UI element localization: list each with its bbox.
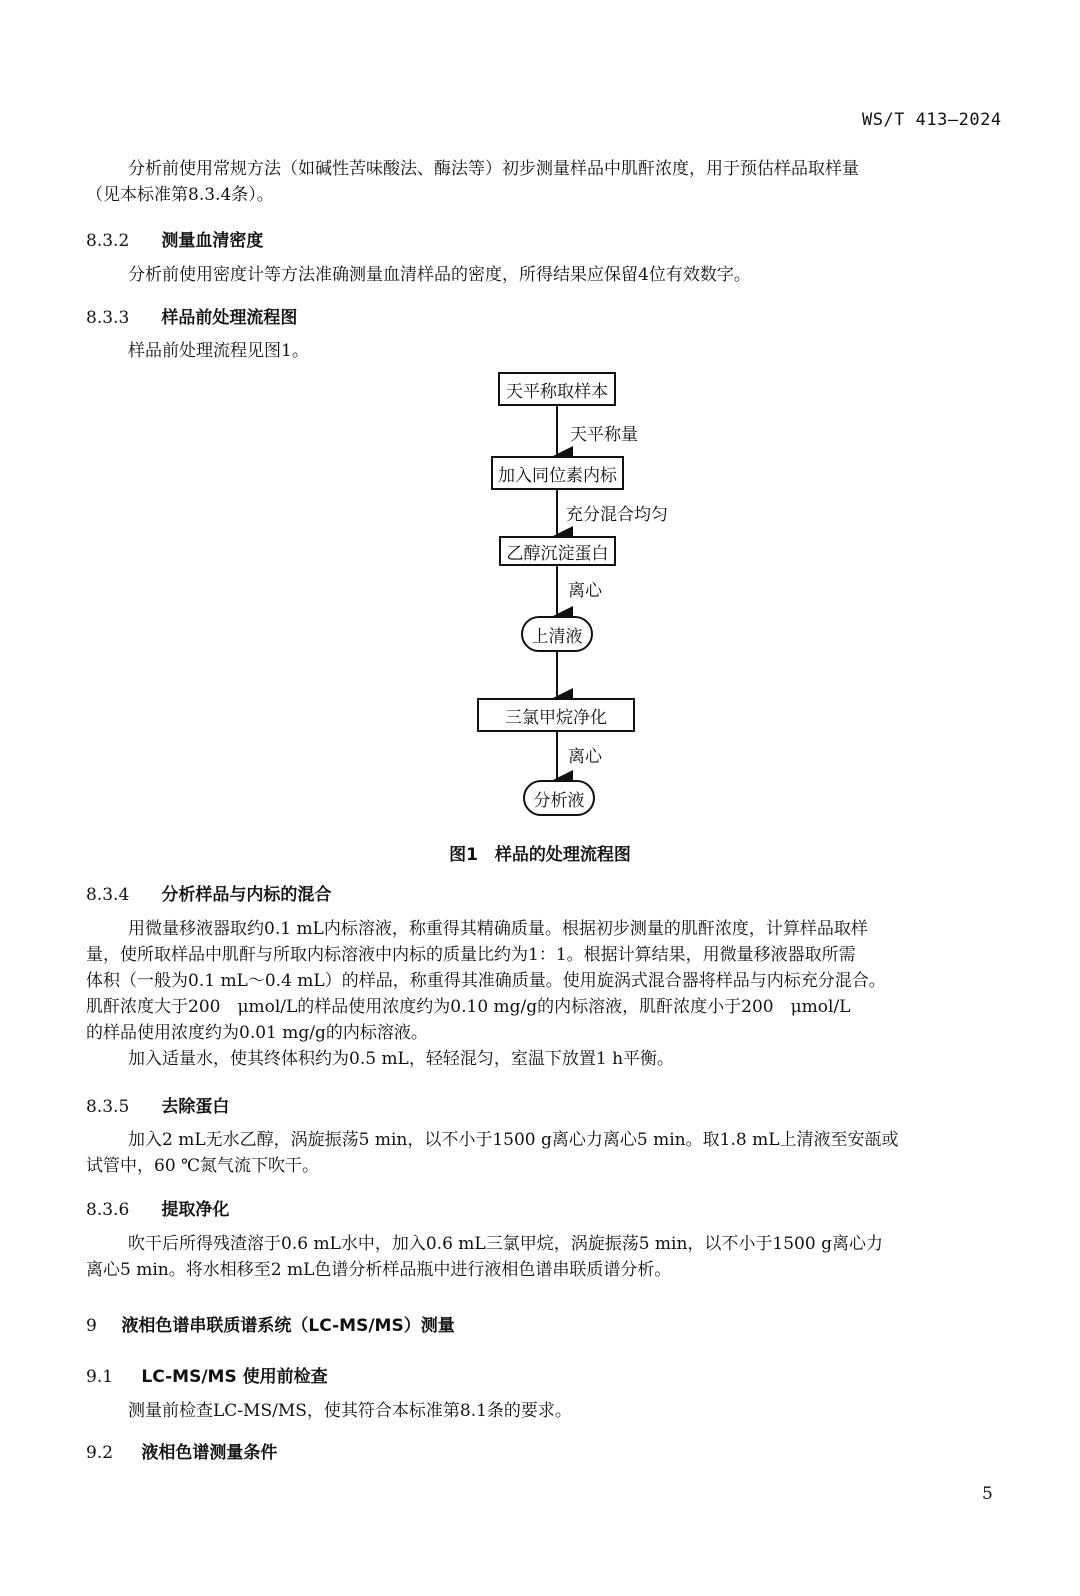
paragraph-line: 离心5 min。将水相移至2 mL色谱分析样品瓶中进行液相色谱串联质谱分析。: [86, 1260, 672, 1280]
paragraph-line: 肌酐浓度大于200 μmol/L的样品使用浓度约为0.10 mg/g的内标溶液，肌酐浓度小于200 μmol/L: [86, 997, 851, 1017]
intro-line: 分析前使用常规方法（如碱性苦味酸法、酶法等）初步测量样品中肌酐浓度，用于预估样品取样量: [128, 159, 859, 179]
section-9-1-heading: [86, 1362, 328, 1387]
section-number: 8.3.6: [86, 1200, 130, 1220]
paragraph-line: 吹干后所得残渣溶于0.6 mL水中，加入0.6 mL三氯甲烷，涡旋振荡5 min，以不小于1500 g离心力: [128, 1234, 883, 1254]
section-9-heading: [86, 1311, 455, 1336]
page-number: 5: [982, 1484, 993, 1504]
section-number: 9.2: [86, 1443, 114, 1463]
flow-step-add-internal-standard: 加入同位素内标: [491, 456, 624, 490]
section-title: 样品前处理流程图: [161, 308, 298, 328]
figure-caption: 图1 样品的处理流程图: [449, 845, 631, 865]
flow-arrow-label: 天平称量: [570, 425, 638, 445]
section-title: 测量血清密度: [161, 231, 264, 251]
paragraph-line: 加入适量水，使其终体积约为0.5 mL，轻轻混匀，室温下放置1 h平衡。: [128, 1049, 675, 1069]
section-title: 提取净化: [161, 1200, 230, 1220]
section-8-3-3-heading: [86, 303, 297, 328]
section-8-3-6-paragraph: [86, 1231, 883, 1283]
paragraph-line: 分析前使用密度计等方法准确测量血清样品的密度，所得结果应保留4位有效数字。: [128, 265, 751, 285]
section-number: 8.3.3: [86, 308, 130, 328]
section-8-3-5-heading: [86, 1092, 229, 1117]
section-title: 液相色谱串联质谱系统（LC-MS/MS）测量: [121, 1316, 455, 1336]
flow-step-chloroform-cleanup: 三氯甲烷净化: [477, 698, 635, 732]
section-title: 分析样品与内标的混合: [161, 885, 332, 905]
paragraph-line: 的样品使用浓度约为0.01 mg/g的内标溶液。: [86, 1023, 428, 1043]
flow-step-analysis-solution: 分析液: [523, 780, 595, 816]
section-number: 8.3.4: [86, 885, 130, 905]
process-flowchart: [440, 368, 700, 828]
section-9-1-paragraph: [128, 1398, 572, 1424]
section-8-3-2-heading: [86, 226, 263, 251]
paragraph-line: 量，使所取样品中肌酐与所取内标溶液中内标的质量比约为1：1。根据计算结果，用微量移液器取所需: [86, 945, 856, 965]
paragraph-line: 试管中，60 ℃氮气流下吹干。: [86, 1156, 320, 1176]
flow-arrow-label: 离心: [568, 581, 602, 601]
intro-paragraph: [86, 156, 859, 208]
flow-arrow-label: 离心: [568, 747, 602, 767]
section-title: LC-MS/MS 使用前检查: [141, 1367, 328, 1387]
section-8-3-5-paragraph: [86, 1127, 898, 1179]
flow-step-weigh-sample: 天平称取样本: [498, 372, 616, 406]
section-title: 液相色谱测量条件: [141, 1443, 278, 1463]
section-number: 8.3.2: [86, 231, 130, 251]
section-number: 8.3.5: [86, 1097, 130, 1117]
paragraph-line: 用微量移液器取约0.1 mL内标溶液，称重得其精确质量。根据初步测量的肌酐浓度，计算样品取样: [128, 919, 868, 939]
intro-line: （见本标准第8.3.4条）。: [86, 185, 274, 205]
paragraph-line: 体积（一般为0.1 mL～0.4 mL）的样品，称重得其准确质量。使用旋涡式混合器将样品与内标充分混合。: [86, 971, 886, 991]
flow-step-supernatant: 上清液: [521, 616, 593, 652]
paragraph-line: 加入2 mL无水乙醇，涡旋振荡5 min，以不小于1500 g离心力离心5 min。取1.8 mL上清液至安瓿或: [128, 1130, 899, 1150]
section-number: 9.1: [86, 1367, 114, 1387]
section-8-3-6-heading: [86, 1195, 229, 1220]
section-number: 9: [86, 1316, 97, 1336]
flow-arrow-label: 充分混合均匀: [566, 505, 668, 525]
section-8-3-3-paragraph: [128, 338, 309, 364]
section-8-3-2-paragraph: [128, 262, 751, 288]
flow-step-ethanol-precipitation: 乙醇沉淀蛋白: [499, 536, 616, 566]
section-8-3-4-paragraph: [86, 916, 886, 1072]
section-title: 去除蛋白: [161, 1097, 230, 1117]
standard-code: WS/T 413—2024: [862, 110, 1002, 130]
section-9-2-heading: [86, 1438, 277, 1463]
paragraph-line: 测量前检查LC-MS/MS，使其符合本标准第8.1条的要求。: [128, 1401, 572, 1421]
paragraph-line: 样品前处理流程见图1。: [128, 341, 309, 361]
section-8-3-4-heading: [86, 880, 331, 905]
